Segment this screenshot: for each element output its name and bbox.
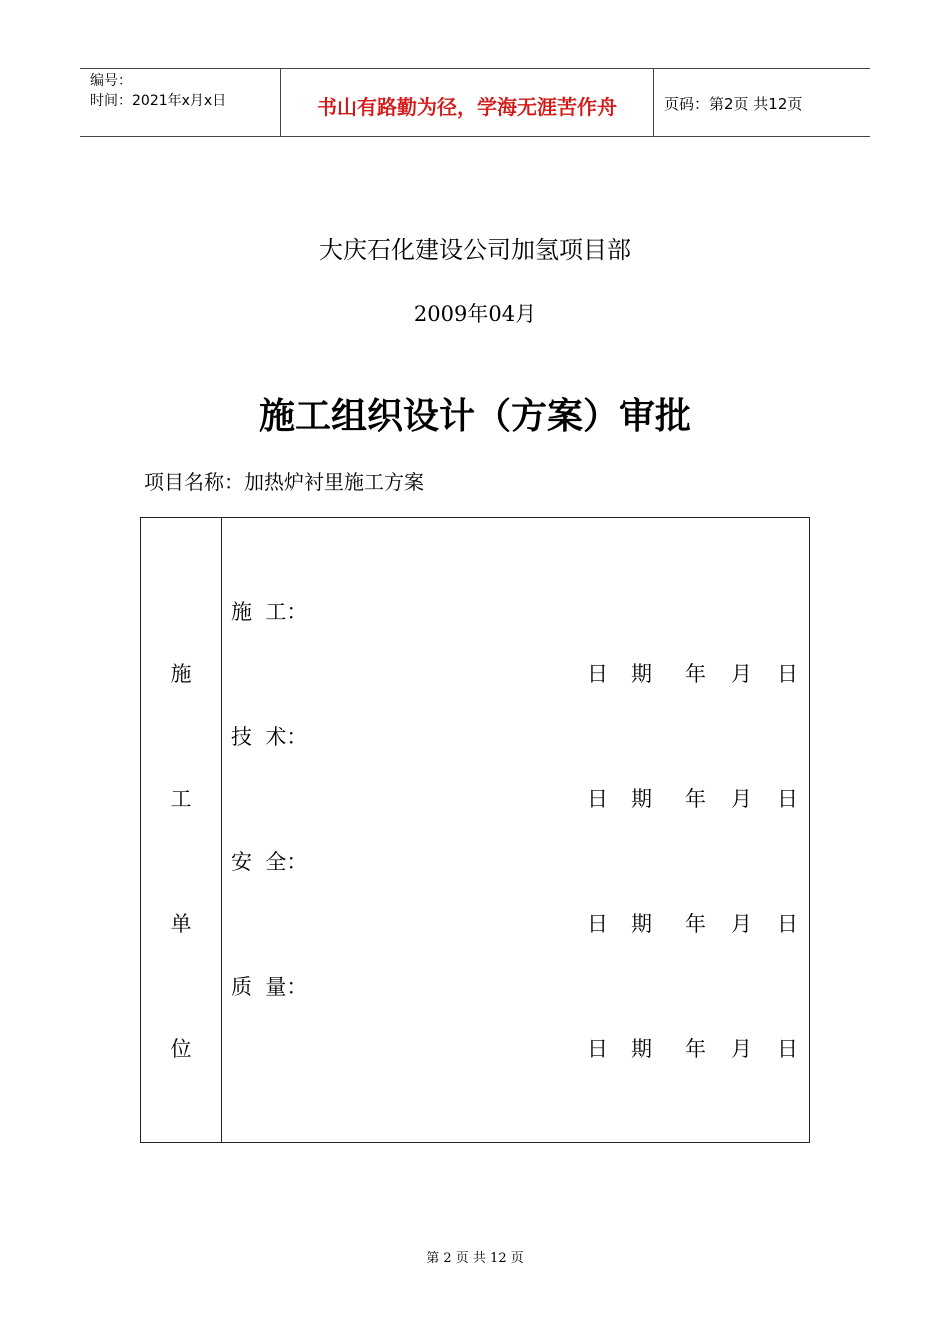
date-ri: 日: [587, 912, 608, 936]
date-month: 月: [731, 912, 752, 936]
date-ri: 日: [587, 1037, 608, 1061]
unit-char: 位: [170, 1037, 192, 1061]
unit-char: 工: [170, 787, 192, 811]
date-day: 日: [777, 662, 798, 686]
header-info-cell: [80, 69, 281, 136]
date-month: 月: [731, 1037, 752, 1061]
date-day: 日: [777, 787, 798, 811]
page-label: 页码：第2页 共12页: [664, 95, 803, 113]
date-month: 月: [731, 662, 752, 686]
role-construction: 施 工：: [231, 600, 308, 624]
document-header: [80, 68, 870, 137]
date-qi: 期: [631, 787, 652, 811]
number-label: 编号：: [90, 73, 132, 89]
column-divider: [221, 518, 222, 1142]
unit-char: 单: [170, 912, 192, 936]
page-footer: 第 2 页 共 12 页: [426, 1251, 524, 1266]
header-motto-cell: [281, 69, 654, 136]
date-year: 年: [685, 662, 706, 686]
document-date: 2009年04月: [413, 302, 537, 326]
date-year: 年: [685, 787, 706, 811]
page-title: 施工组织设计（方案）审批: [258, 396, 691, 437]
role-technical: 技 术：: [231, 725, 308, 749]
date-year: 年: [685, 912, 706, 936]
date-month: 月: [731, 787, 752, 811]
role-safety: 安 全：: [231, 850, 308, 874]
unit-char: 施: [170, 662, 192, 686]
header-page-cell: [654, 69, 870, 136]
date-day: 日: [777, 912, 798, 936]
date-ri: 日: [587, 662, 608, 686]
date-qi: 期: [631, 1037, 652, 1061]
date-year: 年: [685, 1037, 706, 1061]
date-ri: 日: [587, 787, 608, 811]
date-qi: 期: [631, 662, 652, 686]
time-label: 时间：2021年x月x日: [90, 93, 227, 109]
date-day: 日: [777, 1037, 798, 1061]
project-name: 项目名称：加热炉衬里施工方案: [144, 470, 424, 494]
motto: 书山有路勤为径，学海无涯苦作舟: [317, 95, 617, 119]
date-qi: 期: [631, 912, 652, 936]
role-quality: 质 量：: [231, 975, 308, 999]
organization-name: 大庆石化建设公司加氢项目部: [319, 236, 631, 264]
approval-table: [140, 517, 810, 1143]
